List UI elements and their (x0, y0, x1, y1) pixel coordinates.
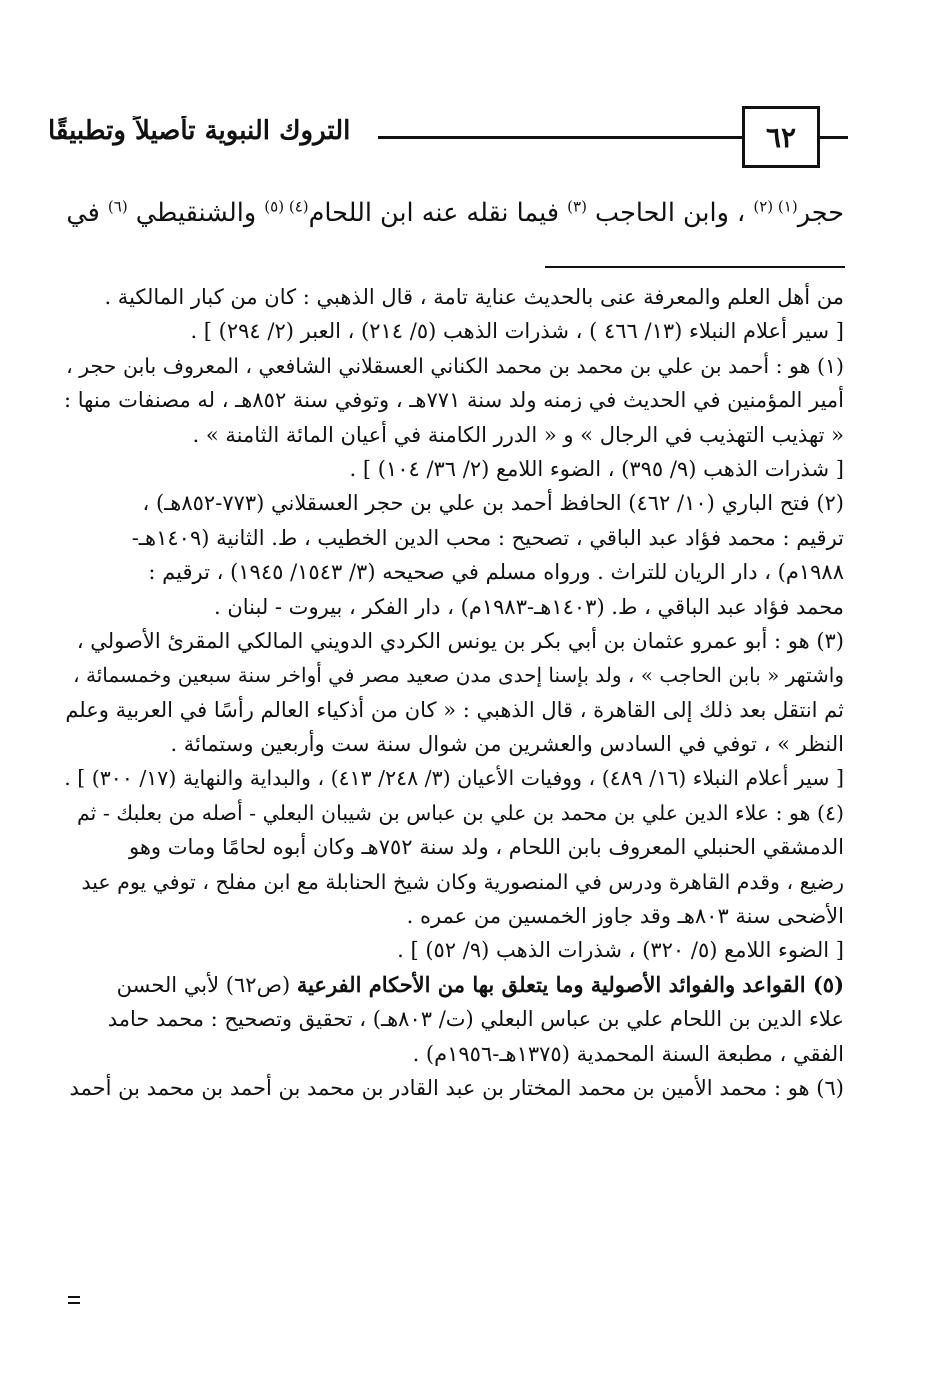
footnote-line: الفقي ، مطبعة السنة المحمدية (١٣٧٥هـ-١٩٥٦م) . (412, 1041, 844, 1066)
body-text-segment: والشنقيطي (127, 198, 265, 228)
footnote-text: (ص٦٢) لأبي الحسن (116, 972, 297, 997)
footnote-line: رضيع ، وقدم القاهرة ودرس في المنصورية وكان شيخ الحنابلة مع ابن مفلح ، توفي يوم عيد (81, 869, 844, 894)
footnote-line: واشتهر « بابن الحاجب » ، ولد بإسنا إحدى مدن صعيد مصر في أواخر سنة سبعين وخمسمائة ، (73, 663, 844, 688)
footnote-line (64, 968, 844, 1002)
footnote-line: أمير المؤمنين في الحديث في زمنه ولد سنة ٧٧١هـ ، وتوفي سنة ٨٥٢هـ ، له مصنفات منها : (64, 388, 844, 413)
footnote-line: (٦) هو : محمد الأمين بن محمد المختار بن عبد القادر بن محمد بن أحمد بن محمد بن أحمد (69, 1075, 844, 1100)
footnote-line: النظر » ، توفي في السادس والعشرين من شوال سنة ست وأربعين وستمائة . (170, 732, 844, 757)
footnote-line: ترقيم : محمد فؤاد عبد الباقي ، تصحيح : محب الدين الخطيب ، ط. الثانية (١٤٠٩هـ- (131, 525, 844, 550)
footnotes (64, 280, 844, 1105)
footnote-line: (٤) هو : علاء الدين علي بن محمد بن علي بن عباس بن شيبان البعلي - أصله من بعلبك - ثم (77, 800, 844, 825)
footnote-line: « تهذيب التهذيب في الرجال » و « الدرر الكامنة في أعيان المائة الثامنة » . (192, 422, 844, 447)
footnote-line: ثم انتقل بعد ذلك إلى القاهرة ، قال الذهبي : « كان من أذكياء العالم رأسًا في العربية وعلم (65, 697, 844, 722)
footnote-line: الدمشقي الحنبلي المعروف بابن اللحام ، ولد سنة ٧٥٢هـ وكان أبوه لحامًا ومات وهو (129, 835, 844, 860)
page-number: ٦٢ (742, 106, 820, 168)
body-text-segment: في (66, 198, 108, 228)
continuation-mark-bar-bottom (68, 1302, 80, 1304)
footnote-marker: (٤) (٥) (264, 197, 309, 216)
footnote-line: محمد فؤاد عبد الباقي ، ط. (١٤٠٣هـ-١٩٨٣م) ، دار الفكر ، بيروت - لبنان . (213, 594, 844, 619)
body-text-segment: فيما نقله عنه ابن اللحام (308, 198, 568, 228)
body-text-segment: حجر (797, 198, 844, 228)
continuation-mark-bar-top (68, 1296, 80, 1298)
continuation-mark (66, 1296, 80, 1308)
footnote-line: علاء الدين بن اللحام علي بن عباس البعلي (ت/ ٨٠٣هـ) ، تحقيق وتصحيح : محمد حامد (107, 1007, 844, 1032)
footnote-marker: (٣) (567, 197, 587, 216)
footnote-line: [ شذرات الذهب (٩/ ٣٩٥) ، الضوء اللامع (٢/ ٣٦/ ١٠٤) ] . (349, 456, 844, 481)
footnote-line: [ سير أعلام النبلاء (١٣/ ٤٦٦ ) ، شذرات الذهب (٥/ ٢١٤) ، العبر (٢/ ٢٩٤) ] . (190, 319, 844, 344)
footnote-marker: (١) (٢) (753, 197, 798, 216)
running-title: التروك النبوية تأصيلاً وتطبيقًا (48, 116, 351, 146)
footnote-line: من أهل العلم والمعرفة عنى بالحديث عناية تامة ، قال الذهبي : كان من كبار المالكية . (104, 285, 844, 309)
footnote-marker: (٦) (107, 197, 128, 216)
header-rule (378, 136, 788, 139)
page-header (48, 100, 848, 170)
footnote-line: الأضحى سنة ٨٠٣هـ وقد جاوز الخمسين من عمره . (406, 904, 844, 929)
footnote-line: ١٩٨٨م) ، دار الريان للتراث . ورواه مسلم في صحيحه (٣/ ١٥٤٣/ ١٩٤٥) ، ترقيم : (148, 560, 844, 585)
footnote-book-title: (٥) القواعد والفوائد الأصولية وما يتعلق بها من الأحكام الفرعية (296, 971, 844, 997)
body-text-segment: ، وابن الحاجب (586, 198, 754, 228)
footnote-separator (545, 266, 845, 268)
footnote-line: (١) هو : أحمد بن علي بن محمد بن محمد الكناني العسقلاني الشافعي ، المعروف بابن حجر ، (66, 353, 844, 378)
footnote-line: [ سير أعلام النبلاء (١٦/ ٤٨٩) ، ووفيات الأعيان (٣/ ٢٤٨/ ٤١٣) ، والبداية والنهاية (١٧/ ٣٠٠) ] . (64, 766, 844, 791)
footnote-line: (٢) فتح الباري (١٠/ ٤٦٢) الحافظ أحمد بن علي بن حجر العسقلاني (٧٧٣-٨٥٢هـ) ، (142, 491, 844, 516)
footnote-line: (٣) هو : أبو عمرو عثمان بن أبي بكر بن يونس الكردي الدويني المالكي المقرئ الأصولي ، (76, 628, 844, 653)
body-text-line (64, 186, 844, 240)
footnote-line: [ الضوء اللامع (٥/ ٣٢٠) ، شذرات الذهب (٩/ ٥٢) ] . (397, 938, 844, 963)
